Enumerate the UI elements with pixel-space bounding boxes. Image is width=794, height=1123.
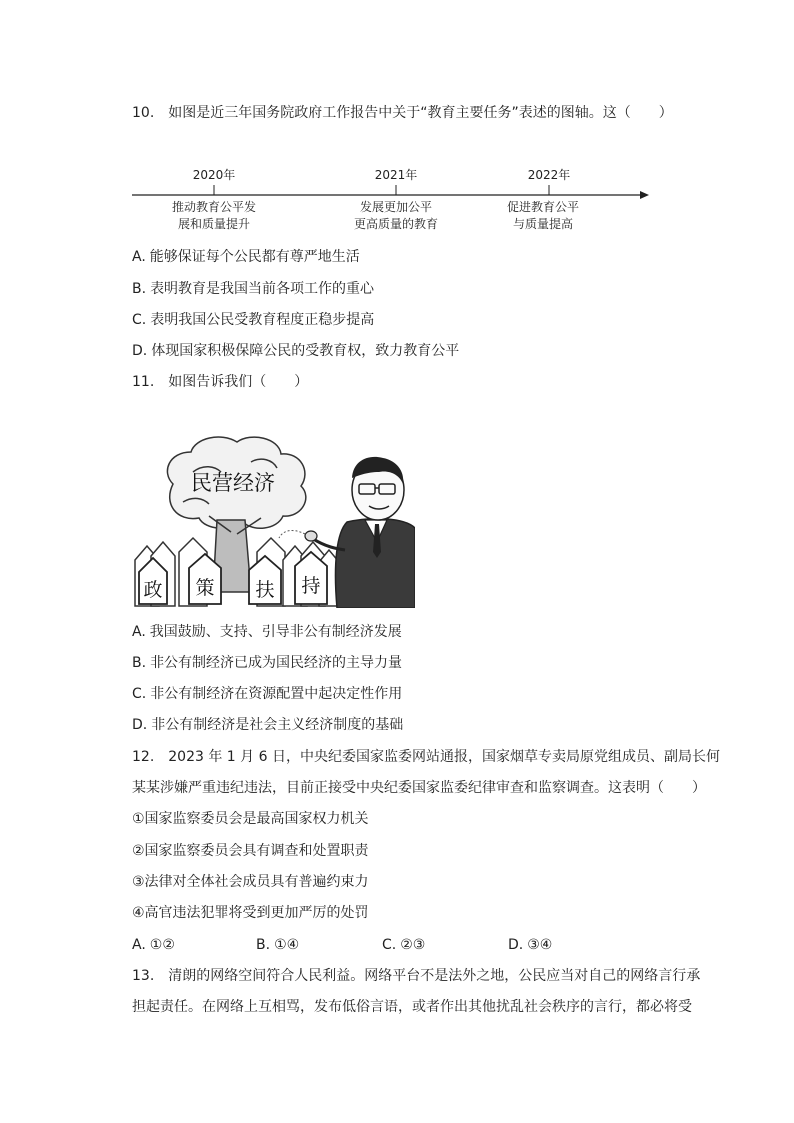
q10-option-a-text: 能够保证每个公民都有尊严地生活 [149, 249, 360, 265]
fence-char-1: 政 [143, 579, 163, 601]
q10-option-b[interactable] [132, 280, 374, 298]
q11-number: 11. [132, 374, 155, 390]
q13-number: 13. [132, 968, 155, 984]
tree-label: 民营经济 [191, 471, 275, 495]
fence-char-3: 扶 [255, 579, 275, 601]
cartoon-illustration [133, 432, 415, 608]
q10-option-d[interactable] [132, 342, 459, 360]
q11-stem-line [132, 373, 308, 391]
timeline-year-2020: 2020年 [192, 168, 236, 182]
timeline-year-2022: 2022年 [527, 168, 571, 182]
timeline-desc-2022-line2: 与质量提高 [512, 217, 573, 231]
q11-option-d-text: 非公有制经济是社会主义经济制度的基础 [151, 717, 404, 733]
q12-number: 12. [132, 749, 155, 765]
q12-stem-line-1 [132, 748, 720, 766]
q11-option-a[interactable] [132, 623, 402, 641]
q13-stem-2: 担起责任。在网络上互相骂，发布低俗言语，或者作出其他扰乱社会秩序的言行，都必将受 [132, 999, 692, 1015]
timeline-desc-2022-line1: 促进教育公平 [506, 200, 579, 214]
q10-option-c-label: C. [132, 312, 147, 328]
q13-stem-1: 清朗的网络空间符合人民利益。网络平台不是法外之地，公民应当对自己的网络言行承 [168, 968, 701, 984]
q12-statement-3: ③法律对全体社会成员具有普遍约束力 [132, 874, 369, 890]
q10-option-a[interactable] [132, 248, 360, 266]
q11-option-d[interactable] [132, 716, 403, 734]
q12-stem-2: 某某涉嫌严重违纪违法，目前正接受中央纪委国家监委纪律审查和监察调查。这表明（ ） [132, 780, 706, 796]
timeline-arrowhead [640, 191, 649, 199]
q11-option-c-text: 非公有制经济在资源配置中起决定性作用 [150, 686, 403, 702]
q12-option-d-text: ③④ [527, 937, 553, 953]
q10-option-d-text: 体现国家积极保障公民的受教育权，致力教育公平 [151, 343, 460, 359]
q11-option-c[interactable] [132, 685, 402, 703]
q10-timeline [0, 160, 794, 240]
q11-option-b-text: 非公有制经济已成为国民经济的主导力量 [150, 655, 403, 671]
q12-option-c-label: C. [382, 937, 397, 953]
timeline-desc-2021-line2: 更高质量的教育 [353, 217, 438, 231]
q12-option-c-text: ②③ [400, 937, 426, 953]
timeline-desc-2020-line1: 推动教育公平发 [171, 200, 256, 214]
q11-option-b-label: B. [132, 655, 147, 671]
q11-option-a-label: A. [132, 624, 146, 640]
q12-statement-1: ①国家监察委员会是最高国家权力机关 [132, 811, 369, 827]
q10-stem: 如图是近三年国务院政府工作报告中关于“教育主要任务”表述的图轴。这（ ） [168, 105, 673, 121]
timeline-year-2021: 2021年 [374, 168, 418, 182]
q11-stem: 如图告诉我们（ ） [168, 374, 309, 390]
q10-option-a-label: A. [132, 249, 146, 265]
q13-stem-line-2 [132, 998, 692, 1016]
q12-option-d[interactable] [508, 936, 552, 954]
q12-statement-4: ④高官违法犯罪将受到更加严厉的处罚 [132, 905, 369, 921]
q12-option-b-text: ①④ [274, 937, 300, 953]
q13-stem-line-1 [132, 967, 700, 985]
timeline-desc-2020-line2: 展和质量提升 [177, 217, 250, 231]
q12-statement-2: ②国家监察委员会具有调查和处置职责 [132, 843, 369, 859]
q12-stem-1: 2023 年 1 月 6 日，中央纪委国家监委网站通报，国家烟草专卖局原党组成员、副局长何 [168, 749, 720, 765]
q11-option-b[interactable] [132, 654, 402, 672]
q10-option-d-label: D. [132, 343, 148, 359]
q10-option-c-text: 表明我国公民受教育程度正稳步提高 [150, 312, 375, 328]
q12-option-b[interactable] [256, 936, 299, 954]
q12-option-c[interactable] [382, 936, 425, 954]
q12-option-a-text: ①② [149, 937, 175, 953]
q11-option-c-label: C. [132, 686, 147, 702]
q11-option-d-label: D. [132, 717, 148, 733]
q11-cartoon [133, 432, 415, 608]
q12-option-b-label: B. [256, 937, 271, 953]
q10-option-b-label: B. [132, 281, 147, 297]
q10-number: 10. [132, 105, 155, 121]
q10-stem-line [132, 104, 673, 122]
timeline-desc-2021-line1: 发展更加公平 [359, 200, 432, 214]
q11-option-a-text: 我国鼓励、支持、引导非公有制经济发展 [149, 624, 402, 640]
fence-char-2: 策 [195, 577, 215, 599]
q12-option-a-label: A. [132, 937, 146, 953]
q12-stem-line-2 [132, 779, 706, 797]
q10-option-c[interactable] [132, 311, 374, 329]
q12-option-d-label: D. [508, 937, 524, 953]
fence-char-4: 持 [301, 575, 321, 597]
q10-option-b-text: 表明教育是我国当前各项工作的重心 [150, 281, 375, 297]
q12-option-a[interactable] [132, 936, 175, 954]
